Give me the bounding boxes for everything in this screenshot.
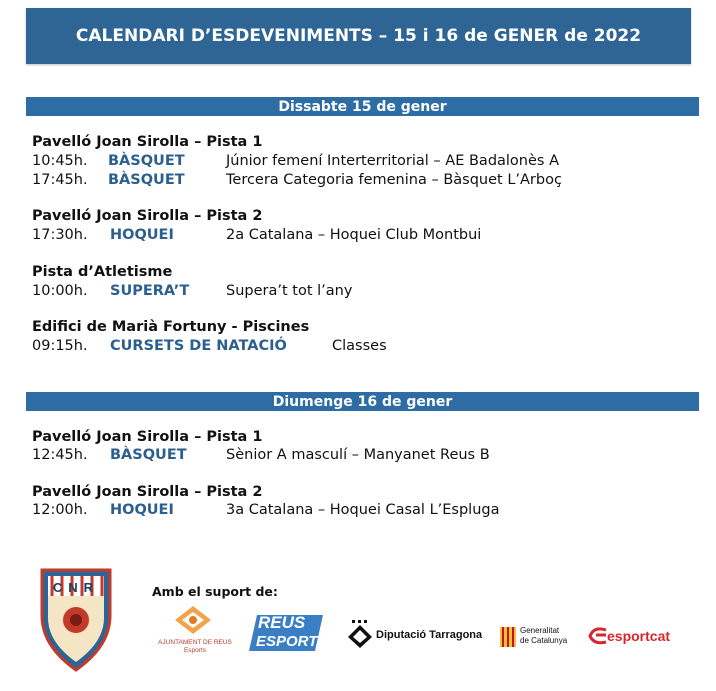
venue-title: Edifici de Marià Fortuny - Piscines — [32, 319, 310, 335]
esportcat-text: esportcat — [607, 628, 671, 644]
event-time: 10:00h. — [32, 283, 88, 299]
day-header-saturday: Dissabte 15 de gener — [26, 97, 699, 116]
reus-esport-text-2: ESPORT — [256, 633, 318, 650]
ajuntament-reus-text: AJUNTAMENT DE REUS — [158, 639, 232, 646]
esportcat-logo — [588, 627, 608, 645]
event-description: Tercera Categoria femenina – Bàsquet L’Arboç — [226, 172, 562, 188]
event-description: Sènior A masculí – Manyanet Reus B — [226, 447, 490, 463]
diputacio-text: Diputació Tarragona — [376, 629, 483, 641]
club-logo-text: CNR — [52, 580, 100, 595]
generalitat-text-2: de Catalunya — [520, 636, 568, 645]
generalitat-text-1: Generalitat — [520, 626, 560, 635]
support-label: Amb el suport de: — [152, 584, 278, 599]
venue-title: Pista d’Atletisme — [32, 264, 173, 280]
event-sport: BÀSQUET — [108, 172, 185, 188]
event-sport: BÀSQUET — [108, 153, 185, 169]
event-description: 3a Catalana – Hoquei Casal L’Espluga — [226, 502, 500, 518]
diputacio-logo — [347, 619, 373, 649]
event-description: Supera’t tot l’any — [226, 283, 353, 299]
ajuntament-reus-subtext: Esports — [183, 647, 207, 654]
ajuntament-reus-logo — [173, 605, 213, 635]
event-sport: HOQUEI — [110, 502, 174, 518]
event-time: 12:45h. — [32, 447, 88, 463]
venue-title: Pavelló Joan Sirolla – Pista 1 — [32, 429, 263, 445]
day-header-sunday: Diumenge 16 de gener — [26, 392, 699, 411]
venue-title: Pavelló Joan Sirolla – Pista 2 — [32, 208, 263, 224]
event-sport: HOQUEI — [110, 227, 174, 243]
event-time: 17:30h. — [32, 227, 88, 243]
event-description: Classes — [332, 338, 387, 354]
page-title: CALENDARI D’ESDEVENIMENTS – 15 i 16 de GENER de 2022 — [26, 8, 691, 64]
venue-title: Pavelló Joan Sirolla – Pista 2 — [32, 484, 263, 500]
event-time: 09:15h. — [32, 338, 88, 354]
generalitat-logo — [500, 627, 516, 647]
event-sport: BÀSQUET — [110, 447, 187, 463]
event-time: 10:45h. — [32, 153, 88, 169]
event-time: 12:00h. — [32, 502, 88, 518]
venue-title: Pavelló Joan Sirolla – Pista 1 — [32, 134, 263, 150]
event-description: 2a Catalana – Hoquei Club Montbui — [226, 227, 482, 243]
event-sport: CURSETS DE NATACIÓ — [110, 338, 287, 354]
event-time: 17:45h. — [32, 172, 88, 188]
event-description: Júnior femení Interterritorial – AE Badalonès A — [226, 153, 559, 169]
event-sport: SUPERA’T — [110, 283, 190, 299]
reus-esport-text-1: REUS — [258, 613, 306, 632]
